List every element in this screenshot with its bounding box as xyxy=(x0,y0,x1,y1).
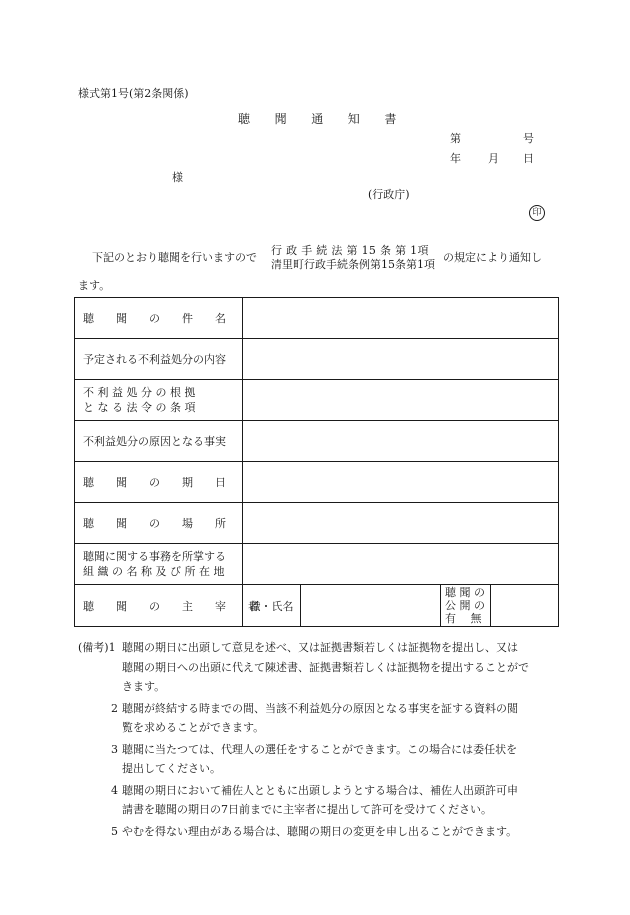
date-day-label: 日 xyxy=(523,152,534,165)
note-line: 聴聞が終結する時までの間、当該不利益処分の原因となる事実を証する資料の閲 xyxy=(122,701,518,715)
note-line: 請書を聴聞の期日の7日前までに主宰者に提出して許可を受けてください。 xyxy=(122,803,492,816)
note-line: 提出してください。 xyxy=(122,762,221,775)
table-row-hearing-date xyxy=(75,462,559,503)
note-number: 1 xyxy=(108,641,116,654)
note-line: 聴聞の期日に出頭して意見を述べ、又は証拠書類若しくは証拠物を提出し、又は xyxy=(122,641,518,654)
agency-label: (行政庁) xyxy=(368,188,410,201)
note-line: きます。 xyxy=(122,680,166,693)
public-hearing-label xyxy=(441,585,491,627)
note-text xyxy=(122,638,560,697)
row-label-line1: 不 利 益 処 分 の 根 拠 xyxy=(83,386,196,399)
intro-text-end: ます。 xyxy=(78,279,111,292)
addressee-suffix: 様 xyxy=(172,171,183,184)
note-line: 覧を求めることができます。 xyxy=(122,721,265,734)
note-item xyxy=(78,822,560,842)
note-text xyxy=(122,740,560,779)
intro-text-after: の規定により通知し xyxy=(443,251,542,264)
case-name-field[interactable] xyxy=(243,298,559,339)
hearing-date-field[interactable] xyxy=(243,462,559,503)
table-row-presiding-officer xyxy=(75,585,559,627)
name-title-label: 職・氏名 xyxy=(243,585,301,627)
intro-law-line1: 行 政 手 続 法 第 15 条 第 1項 xyxy=(271,244,429,257)
public-label-line2: 公 開 の xyxy=(445,599,485,612)
public-hearing-field[interactable] xyxy=(491,585,559,627)
note-item xyxy=(78,699,560,738)
document-title: 聴 聞 通 知 書 xyxy=(238,112,397,126)
number-label-go: 号 xyxy=(523,132,534,145)
row-label: 聴 聞 の 場 所 xyxy=(75,503,243,544)
seal-icon: 印 xyxy=(529,205,545,221)
table-row-hearing-place xyxy=(75,503,559,544)
note-item xyxy=(78,740,560,779)
presiding-officer-name-field[interactable] xyxy=(301,585,441,627)
notes-header: (備考) xyxy=(78,641,109,654)
note-line: やむを得ない理由がある場合は、聴聞の期日の変更を申し出ることができます。 xyxy=(122,824,518,838)
notes-section xyxy=(78,638,560,843)
note-text xyxy=(122,699,560,738)
hearing-place-field[interactable] xyxy=(243,503,559,544)
intro-text-before: 下記のとおり聴聞を行いますので xyxy=(92,251,257,264)
note-item xyxy=(78,781,560,820)
row-label: 予定される不利益処分の内容 xyxy=(75,339,243,380)
table-row-case-name xyxy=(75,298,559,339)
public-label-line1: 聴 聞 の xyxy=(445,586,485,599)
row-label: 不利益処分の原因となる事実 xyxy=(75,421,243,462)
table-row-organization xyxy=(75,544,559,585)
form-number: 様式第1号(第2条関係) xyxy=(78,87,189,100)
table-row-disposition-content xyxy=(75,339,559,380)
organization-field[interactable] xyxy=(243,544,559,585)
date-year-label: 年 xyxy=(450,152,461,165)
note-marker xyxy=(78,638,116,658)
row-label-line2: 組 織 の 名 称 及 び 所 在 地 xyxy=(83,565,225,578)
note-line: 聴聞の期日への出頭に代えて陳述書、証拠書類若しくは証拠物を提出することがで xyxy=(122,660,529,674)
row-label: 聴 聞 の 期 日 xyxy=(75,462,243,503)
disposition-content-field[interactable] xyxy=(243,339,559,380)
note-item xyxy=(78,638,560,697)
note-line: 聴聞の期日において補佐人とともに出頭しようとする場合は、補佐人出頭許可申 xyxy=(122,783,518,797)
row-label xyxy=(75,544,243,585)
note-number: 3 xyxy=(111,742,118,756)
cause-facts-field[interactable] xyxy=(243,421,559,462)
table-row-cause-facts xyxy=(75,421,559,462)
row-label: 聴 聞 の 件 名 xyxy=(75,298,243,339)
number-label-dai: 第 xyxy=(450,132,461,145)
row-label-line2: と な る 法 令 の 条 項 xyxy=(83,401,196,414)
row-label xyxy=(75,380,243,421)
table-row-legal-basis xyxy=(75,380,559,421)
note-line: 聴聞に当たつては、代理人の選任をすることができます。この場合には委任状を xyxy=(122,742,518,756)
row-label-line1: 聴聞に関する事務を所掌する xyxy=(83,550,226,563)
note-number: 2 xyxy=(111,701,118,715)
note-number: 4 xyxy=(111,783,118,797)
note-number: 5 xyxy=(111,824,118,838)
row-label: 聴 聞 の 主 宰 者 xyxy=(75,585,243,627)
intro-law-line2: 清里町行政手続条例第15条第1項 xyxy=(271,258,435,271)
public-label-line3: 有 無 xyxy=(445,612,482,625)
date-month-label: 月 xyxy=(488,152,499,165)
legal-basis-field[interactable] xyxy=(243,380,559,421)
hearing-info-table xyxy=(74,297,559,627)
note-text xyxy=(122,781,560,820)
note-text xyxy=(122,822,560,842)
